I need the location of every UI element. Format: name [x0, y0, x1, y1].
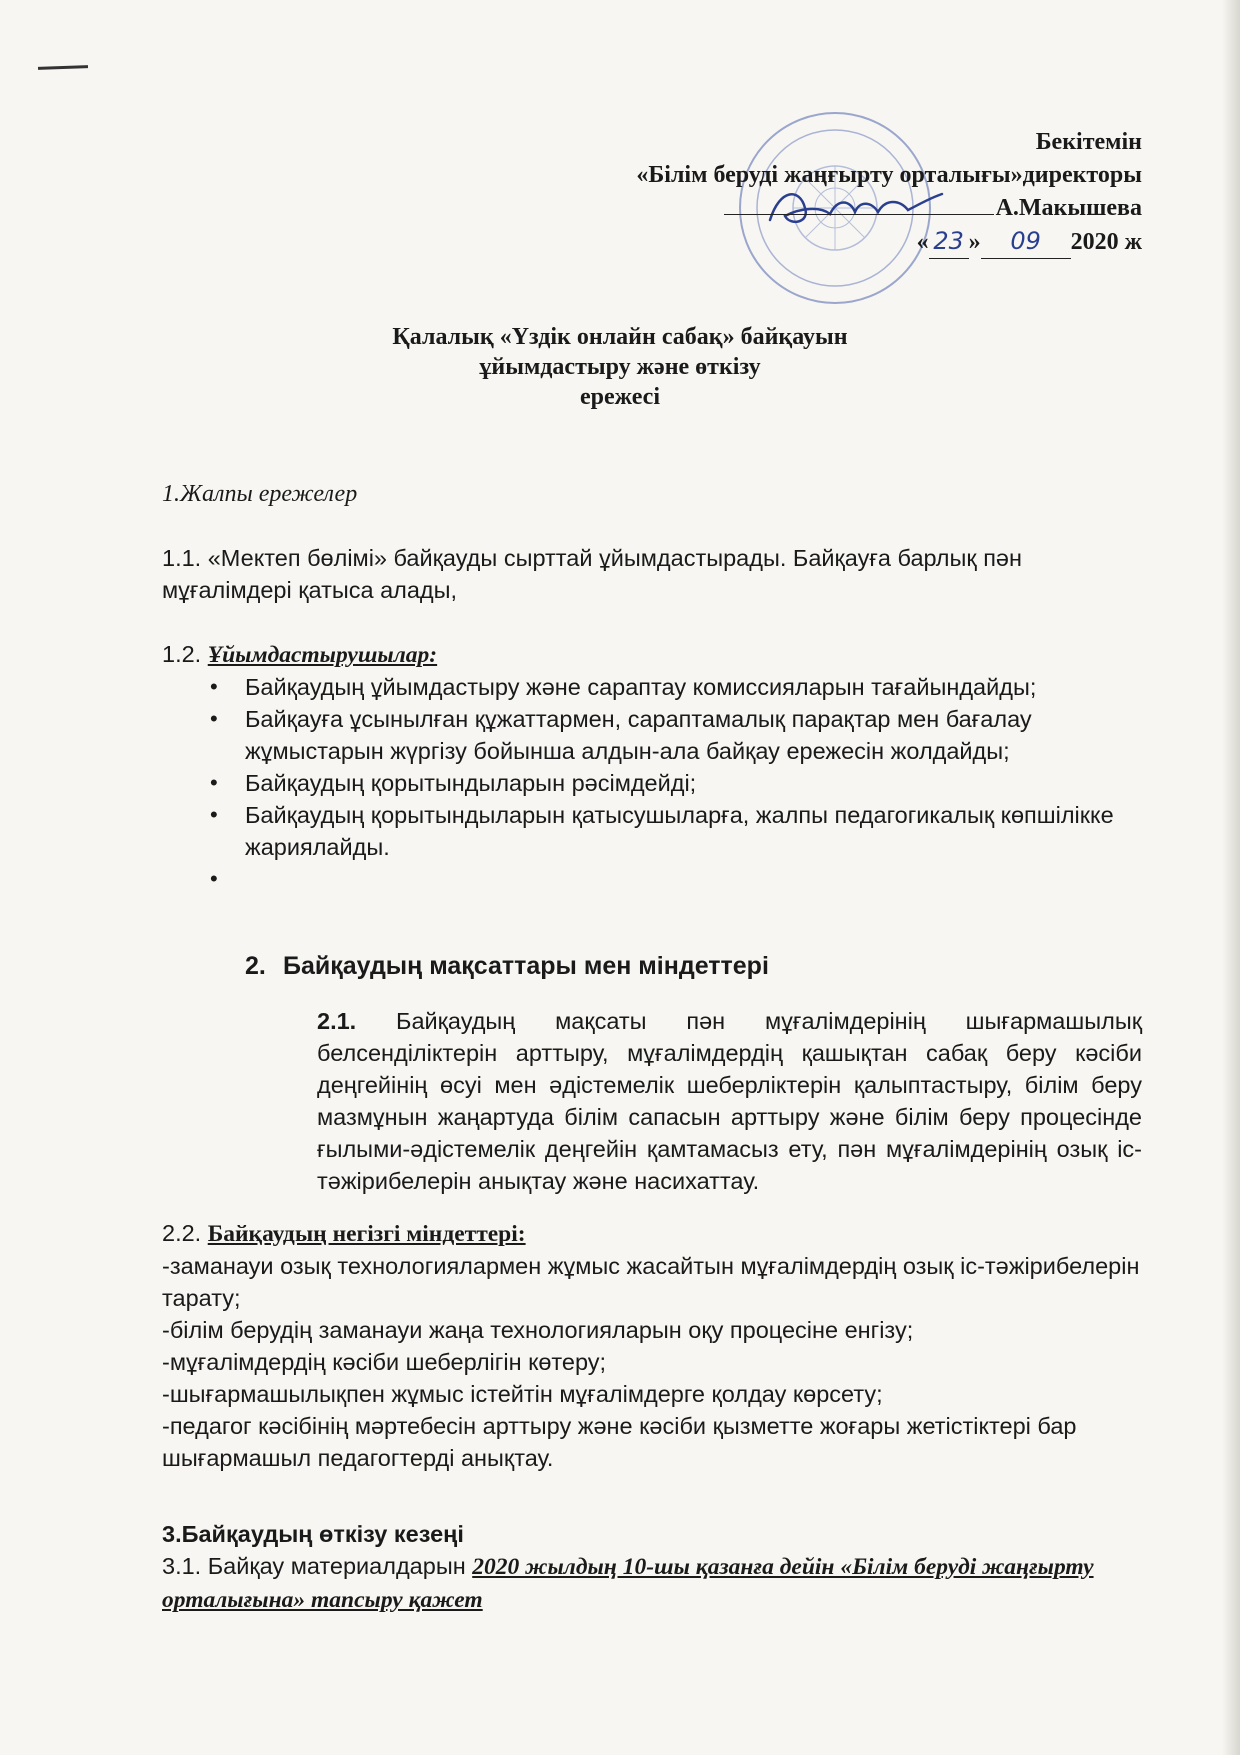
task-item: -заманауи озық технологиялармен жұмыс жасайтын мұғалімдердің озық іс-тәжірибелерін тарату; — [162, 1253, 1140, 1311]
task-item: -білім берудің заманауи жаңа технологияларын оқу процесіне енгізу; — [162, 1317, 914, 1343]
list-item — [245, 863, 1147, 895]
list-item: • Байқаудың қорытындыларын рәсімдейді; — [245, 767, 1147, 799]
date-month: 09 — [981, 225, 1071, 259]
approval-position: «Білім беруді жаңғырту орталығы»директоры — [636, 162, 1142, 188]
title-line-3: ережесі — [579, 384, 660, 410]
approver-name: А.Макышева — [995, 195, 1142, 221]
paragraph-2-2 — [162, 1217, 1147, 1474]
paragraph-2-2-label: Байқаудың негізгі міндеттері: — [207, 1221, 526, 1247]
approval-signature-line — [636, 192, 1142, 225]
task-item: -педагог кәсібінің мәртебесін арттыру және кәсіби қызметте жоғары жетістіктері бар шығармашыл педагогтерді анықтау. — [162, 1413, 1077, 1471]
quote-open: « — [916, 229, 929, 255]
approval-date — [636, 225, 1142, 259]
date-year: 2020 ж — [1070, 229, 1142, 255]
task-item: -шығармашылықпен жұмыс істейтін мұғалімдерге қолдау көрсету; — [162, 1381, 883, 1407]
paragraph-3-1 — [162, 1550, 1147, 1616]
paragraph-3-1-lead: 3.1. Байқау материалдарын — [162, 1553, 473, 1579]
paragraph-1-1: 1.1. «Мектеп бөлімі» байқауды сырттай ұйымдастырады. Байқауға барлық пән мұғалімдері қатыса алады, — [162, 545, 1022, 603]
section-1-heading: 1.Жалпы ережелер — [162, 481, 358, 507]
paragraph-3-1-deadline: 2020 жылдың 10-шы қазанға дейін «Білім беруді жаңғырту орталығына» тапсыру қажет — [162, 1554, 1094, 1613]
section-2-title: Байқаудың мақсаттары мен міндеттері — [283, 952, 769, 980]
section-2-number: 2. — [245, 952, 266, 980]
paragraph-2-2-number: 2.2. — [162, 1220, 208, 1246]
organizers-duties-list — [162, 671, 1147, 895]
paragraph-1-2-number: 1.2. — [162, 641, 208, 667]
paragraph-1-2 — [162, 638, 1147, 671]
section-3 — [162, 1518, 1147, 1616]
signature-blank — [724, 192, 994, 215]
document-title — [0, 322, 1240, 412]
section-3-heading: 3.Байқаудың өткізу кезеңі — [162, 1521, 464, 1547]
section-2-heading — [245, 952, 769, 981]
scan-edge-shadow — [1222, 0, 1240, 1755]
date-day: 23 — [929, 225, 969, 259]
title-line-1: Қалалық «Үздік онлайн сабақ» байқауын — [392, 324, 848, 350]
approval-heading: Бекітемін — [1035, 129, 1142, 155]
list-item: • Байқаудың қорытындыларын қатысушыларға, жалпы педагогикалық көпшілікке жариялайды. — [245, 799, 1147, 863]
paragraph-1-2-label: Ұйымдастырушылар: — [207, 642, 438, 668]
section-1 — [162, 478, 1147, 895]
paragraph-2-1-number: 2.1. — [317, 1008, 357, 1034]
list-item: • Байқаудың ұйымдастыру және сараптау комиссияларын тағайындайды; — [245, 671, 1147, 703]
approval-block — [636, 126, 1142, 259]
task-item: -мұғалімдердің кәсіби шеберлігін көтеру; — [162, 1349, 607, 1375]
paragraph-2-2-heading — [162, 1217, 1147, 1250]
title-line-2: ұйымдастыру және өткізу — [479, 354, 761, 380]
list-item: • Байқауға ұсынылған құжаттармен, сараптамалық парақтар мен бағалау жұмыстарын жүргізу бойынша алдын-ала байқау ережесін жолдайды; — [245, 703, 1147, 767]
scan-mark — [38, 65, 88, 70]
paragraph-2-1-text: Байқаудың мақсаты пән мұғалімдерінің шығармашылық белсенділіктерін арттыру, мұғалімдердің қашықтан сабақ беру кәсіби деңгейінің өсуі мен әдістемелік шеберліктерін қалыптастыру, білім беру мазмұнын жаңартуда білім сапасын арттыру және білім беру процесінде ғылыми-әдістемелік деңгейін қамтамасыз ету, пән мұғалімдерінің озық іс-тәжірибелерін анықтау және насихаттау. — [317, 1008, 1142, 1194]
paragraph-2-1 — [317, 1005, 1142, 1197]
quote-close: » — [968, 229, 981, 255]
